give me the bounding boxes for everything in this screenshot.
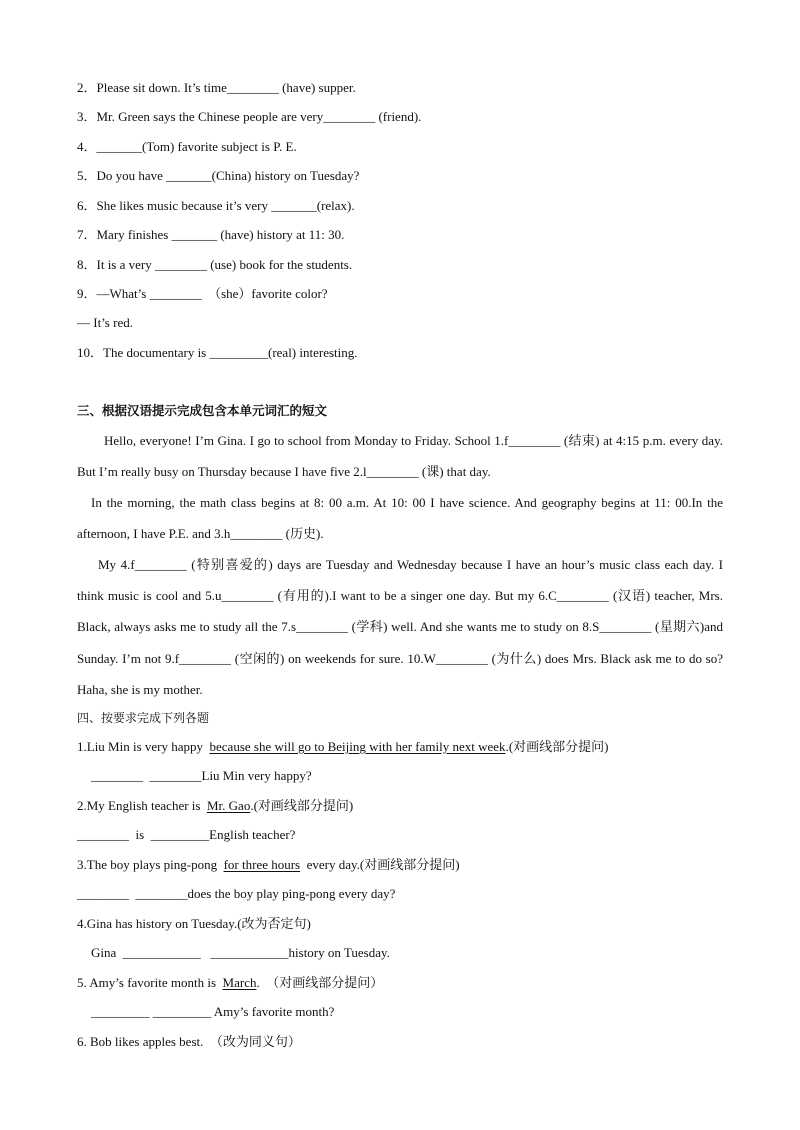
part3-paragraph-1: Hello, everyone! I’m Gina. I go to school from Monday to Friday. School 1.f________ (结束) at 4:15 p.m. every day. But I’m really busy on Thursday because I have five 2.l________ (课) that day. — [77, 433, 723, 480]
q4-3-prefix: 3.The boy plays ping-pong — [77, 857, 224, 872]
q4-2-underlined: Mr. Gao — [206, 798, 251, 813]
q4-1 — [77, 739, 608, 755]
part4-heading: 四、按要求完成下列各题 — [77, 711, 210, 725]
q2-8: 8．It is a very ________ (use) book for the students. — [77, 257, 353, 272]
q2-6: 6．She likes music because it’s very _______(relax). — [77, 198, 355, 213]
q4-3-suffix: every day.(对画线部分提问) — [300, 857, 460, 872]
part3-paragraph-3: My 4.f________ (特别喜爱的) days are Tuesday and Wednesday because I have an hour’s music class each day. I think music is cool and 5.u________ (有用的).I want to be a singer one day. But my 6.C________ (汉语) teacher, Mrs. Black, always asks me to study all the 7.s________ (学科) well. And she wants me to study on 8.S________ (星期六)and Sunday. I’m not 9.f________ (空闲的) on weekends for sure. 10.W________ (为什么) does Mrs. Black ask me to do so? Haha, she is my mother. — [77, 557, 723, 697]
part3-heading: 三、根据汉语提示完成包含本单元词汇的短文 — [77, 403, 328, 418]
q4-1-suffix: .(对画线部分提问) — [505, 739, 609, 754]
q4-5 — [77, 975, 383, 991]
q4-1-underlined: because she will go to Beijing with her family next week — [209, 739, 506, 754]
q4-6: 6. Bob likes apples best. （改为同义句） — [77, 1034, 301, 1049]
q4-3-answer: ________ ________does the boy play ping-pong every day? — [77, 886, 396, 901]
q4-5-answer: _________ _________ Amy’s favorite month? — [91, 1004, 335, 1019]
q4-2-prefix: 2.My English teacher is — [77, 798, 207, 813]
q4-3 — [77, 857, 460, 873]
q2-4: 4．_______(Tom) favorite subject is P. E. — [77, 139, 297, 154]
q4-5-prefix: 5. Amy’s favorite month is — [77, 975, 223, 990]
q4-4: 4.Gina has history on Tuesday.(改为否定句) — [77, 916, 311, 931]
q4-2-answer: ________ is _________English teacher? — [77, 827, 296, 842]
q4-1-answer: ________ ________Liu Min very happy? — [91, 768, 312, 783]
q4-2 — [77, 798, 353, 814]
q2-7: 7．Mary finishes _______ (have) history at 11: 30. — [77, 227, 345, 242]
q2-5: 5．Do you have _______(China) history on Tuesday? — [77, 168, 360, 183]
q4-5-suffix: . （对画线部分提问） — [256, 975, 384, 990]
q2-9: 9．—What’s ________ （she）favorite color? — [77, 286, 328, 301]
q4-4-answer: Gina ____________ ____________history on Tuesday. — [91, 945, 390, 960]
part3-paragraph-2: In the morning, the math class begins at 8: 00 a.m. At 10: 00 I have science. And geography begins at 11: 00.In the afternoon, I have P.E. and 3.h________ (历史). — [77, 495, 723, 542]
q4-5-underlined: March — [222, 975, 257, 990]
q4-3-underlined: for three hours — [223, 857, 301, 872]
q2-9-answer: — It’s red. — [77, 315, 133, 330]
q2-10: 10．The documentary is _________(real) interesting. — [77, 345, 358, 360]
q4-2-suffix: .(对画线部分提问) — [250, 798, 354, 813]
q2-2: 2．Please sit down. It’s time________ (have) supper. — [77, 80, 356, 95]
q4-1-prefix: 1.Liu Min is very happy — [77, 739, 210, 754]
q2-3: 3．Mr. Green says the Chinese people are very________ (friend). — [77, 109, 422, 124]
